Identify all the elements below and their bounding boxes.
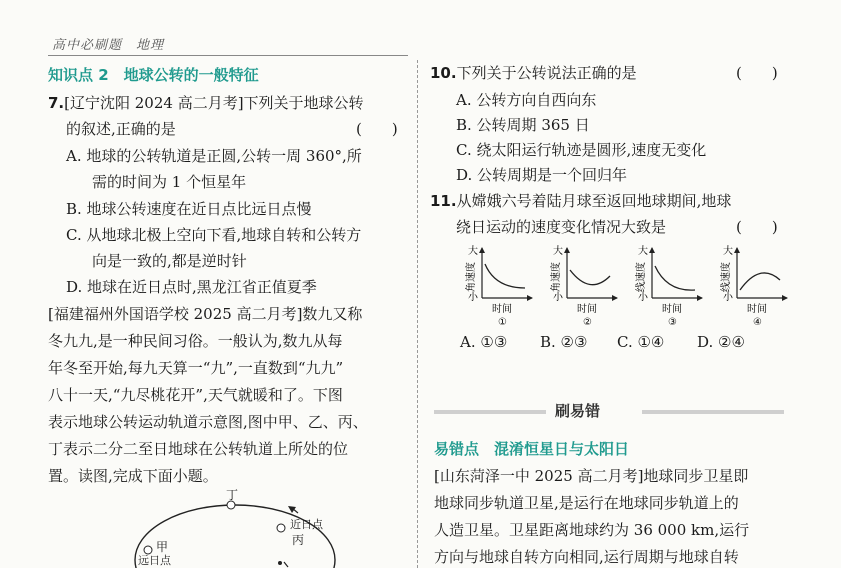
- q7-option-d[interactable]: D. 地球在近日点时,黑龙江省正值夏季: [66, 278, 317, 296]
- q11-stem-1: 从嫦娥六号着陆月球至返回地球期间,地球: [456, 192, 732, 210]
- passage-line: 方向与地球自转方向相同,运行周期与地球自转: [434, 548, 739, 566]
- label-small: 小: [723, 292, 733, 303]
- speed-chart-4: [719, 244, 788, 328]
- q7-option-b[interactable]: B. 地球公转速度在近日点比远日点慢: [66, 200, 312, 218]
- q10-option-c[interactable]: C. 绕太阳运行轨迹是圆形,速度无变化: [456, 141, 707, 159]
- q10-option-b[interactable]: B. 公转周期 365 日: [456, 116, 590, 134]
- q10-stem: 下列关于公转说法正确的是: [456, 64, 637, 82]
- q11-option-d[interactable]: D. ②④: [697, 333, 745, 351]
- q7-line1: [48, 92, 364, 113]
- header-rule: [48, 55, 408, 56]
- x-arrow: [612, 295, 618, 301]
- y-axis-label: 角速度: [466, 262, 477, 292]
- section-title: 刷易错: [555, 402, 601, 420]
- x-axis-label: 时间: [747, 304, 767, 315]
- y-arrow: [734, 247, 740, 253]
- q11-stem-2: 绕日运动的速度变化情况大致是: [456, 218, 667, 236]
- speed-chart-1: [464, 244, 533, 328]
- page-header: 高中必刷题 地理: [52, 38, 165, 53]
- chart-number: ③: [668, 317, 677, 328]
- knowledge-point-title: 知识点 2 地球公转的一般特征: [48, 66, 259, 84]
- q11-option-a[interactable]: A. ①③: [460, 333, 508, 351]
- y-arrow: [564, 247, 570, 253]
- label-ding: 丁: [226, 488, 239, 502]
- chart-number: ②: [583, 317, 592, 328]
- x-arrow: [527, 295, 533, 301]
- speed-curve: [485, 264, 525, 288]
- q7-option-c-1[interactable]: C. 从地球北极上空向下看,地球自转和公转方: [66, 226, 362, 244]
- y-axis-label: 线速度: [721, 262, 732, 292]
- y-axis-label: 线速度: [636, 262, 647, 292]
- q10-number: 10.: [430, 64, 457, 82]
- orbit-arrowhead: [288, 506, 296, 513]
- label-perihelion: 近日点: [290, 518, 323, 531]
- speed-chart-2: [549, 244, 618, 328]
- q11-charts: [448, 240, 808, 328]
- passage-line: 置。读图,完成下面小题。: [48, 467, 218, 485]
- label-big: 大: [468, 246, 478, 257]
- x-arrow: [697, 295, 703, 301]
- passage-line: 丁表示二分二至日地球在公转轨道上所处的位: [48, 440, 349, 458]
- q11-option-b[interactable]: B. ②③: [540, 333, 588, 351]
- passage-line: 表示地球公转运动轨道示意图,图中甲、乙、丙、: [48, 413, 368, 431]
- q7-number: 7.: [48, 94, 65, 112]
- y-axis-label: 角速度: [551, 262, 562, 292]
- q7-option-a-2[interactable]: 需的时间为 1 个恒星年: [92, 173, 247, 191]
- label-aphelion: 远日点: [138, 554, 171, 567]
- sun-marker: [278, 561, 282, 565]
- label-small: 小: [638, 292, 648, 303]
- column-divider: [417, 60, 418, 568]
- section-rule-left: [434, 410, 546, 414]
- q10-option-d[interactable]: D. 公转周期是一个回归年: [456, 166, 628, 184]
- speed-curve: [570, 270, 610, 285]
- label-big: 大: [723, 246, 733, 257]
- x-arrow: [782, 295, 788, 301]
- q7-option-a-1[interactable]: A. 地球的公转轨道是正圆,公转一周 360°,所: [66, 147, 362, 165]
- x-axis-label: 时间: [577, 304, 597, 315]
- passage-line: [山东菏泽一中 2025 高二月考]地球同步卫星即: [434, 467, 749, 485]
- passage-line: 八十一天,“九尽桃花开”,天气就暖和了。下图: [48, 386, 343, 404]
- chart-number: ④: [753, 317, 762, 328]
- q7-stem-1: [辽宁沈阳 2024 高二月考]下列关于地球公转: [64, 94, 364, 112]
- passage-line: [福建福州外国语学校 2025 高二月考]数九又称: [48, 305, 363, 323]
- label-big: 大: [638, 246, 648, 257]
- position-bing: [277, 524, 285, 532]
- q10-answer-paren: ( ): [736, 64, 778, 82]
- q10-option-a[interactable]: A. 公转方向自西向东: [456, 91, 597, 109]
- x-axis-label: 时间: [492, 304, 512, 315]
- error-point-title: 易错点 混淆恒星日与太阳日: [434, 440, 630, 458]
- label-jia: 甲: [156, 540, 169, 554]
- q7-stem-2: 的叙述,正确的是: [66, 120, 176, 138]
- x-axis-label: 时间: [662, 304, 682, 315]
- q11-answer-paren: ( ): [736, 218, 778, 236]
- y-arrow: [649, 247, 655, 253]
- speed-curve: [740, 273, 780, 290]
- passage-line: 年冬至开始,每九天算一“九”,一直数到“九九”: [48, 359, 344, 377]
- y-arrow: [479, 247, 485, 253]
- q7-option-c-2[interactable]: 向是一致的,都是逆时针: [92, 252, 247, 270]
- label-big: 大: [553, 246, 563, 257]
- label-bing: 丙: [292, 533, 305, 547]
- chart-number: ①: [498, 317, 507, 328]
- q11-number: 11.: [430, 192, 457, 210]
- passage-line: 人造卫星。卫星距离地球约为 36 000 km,运行: [434, 521, 750, 539]
- q10-line: [430, 62, 637, 83]
- speed-curve: [655, 266, 695, 290]
- q11-option-c[interactable]: C. ①④: [617, 333, 665, 351]
- q11-line1: [430, 190, 731, 211]
- passage-line: 冬九九,是一种民间习俗。一般认为,数九从每: [48, 332, 343, 350]
- passage-line: 地球同步轨道卫星,是运行在地球同步轨道上的: [434, 494, 739, 512]
- label-small: 小: [553, 292, 563, 303]
- section-rule-right: [642, 410, 784, 414]
- speed-chart-3: [634, 244, 703, 328]
- q7-answer-paren: ( ): [356, 120, 398, 138]
- label-small: 小: [468, 292, 478, 303]
